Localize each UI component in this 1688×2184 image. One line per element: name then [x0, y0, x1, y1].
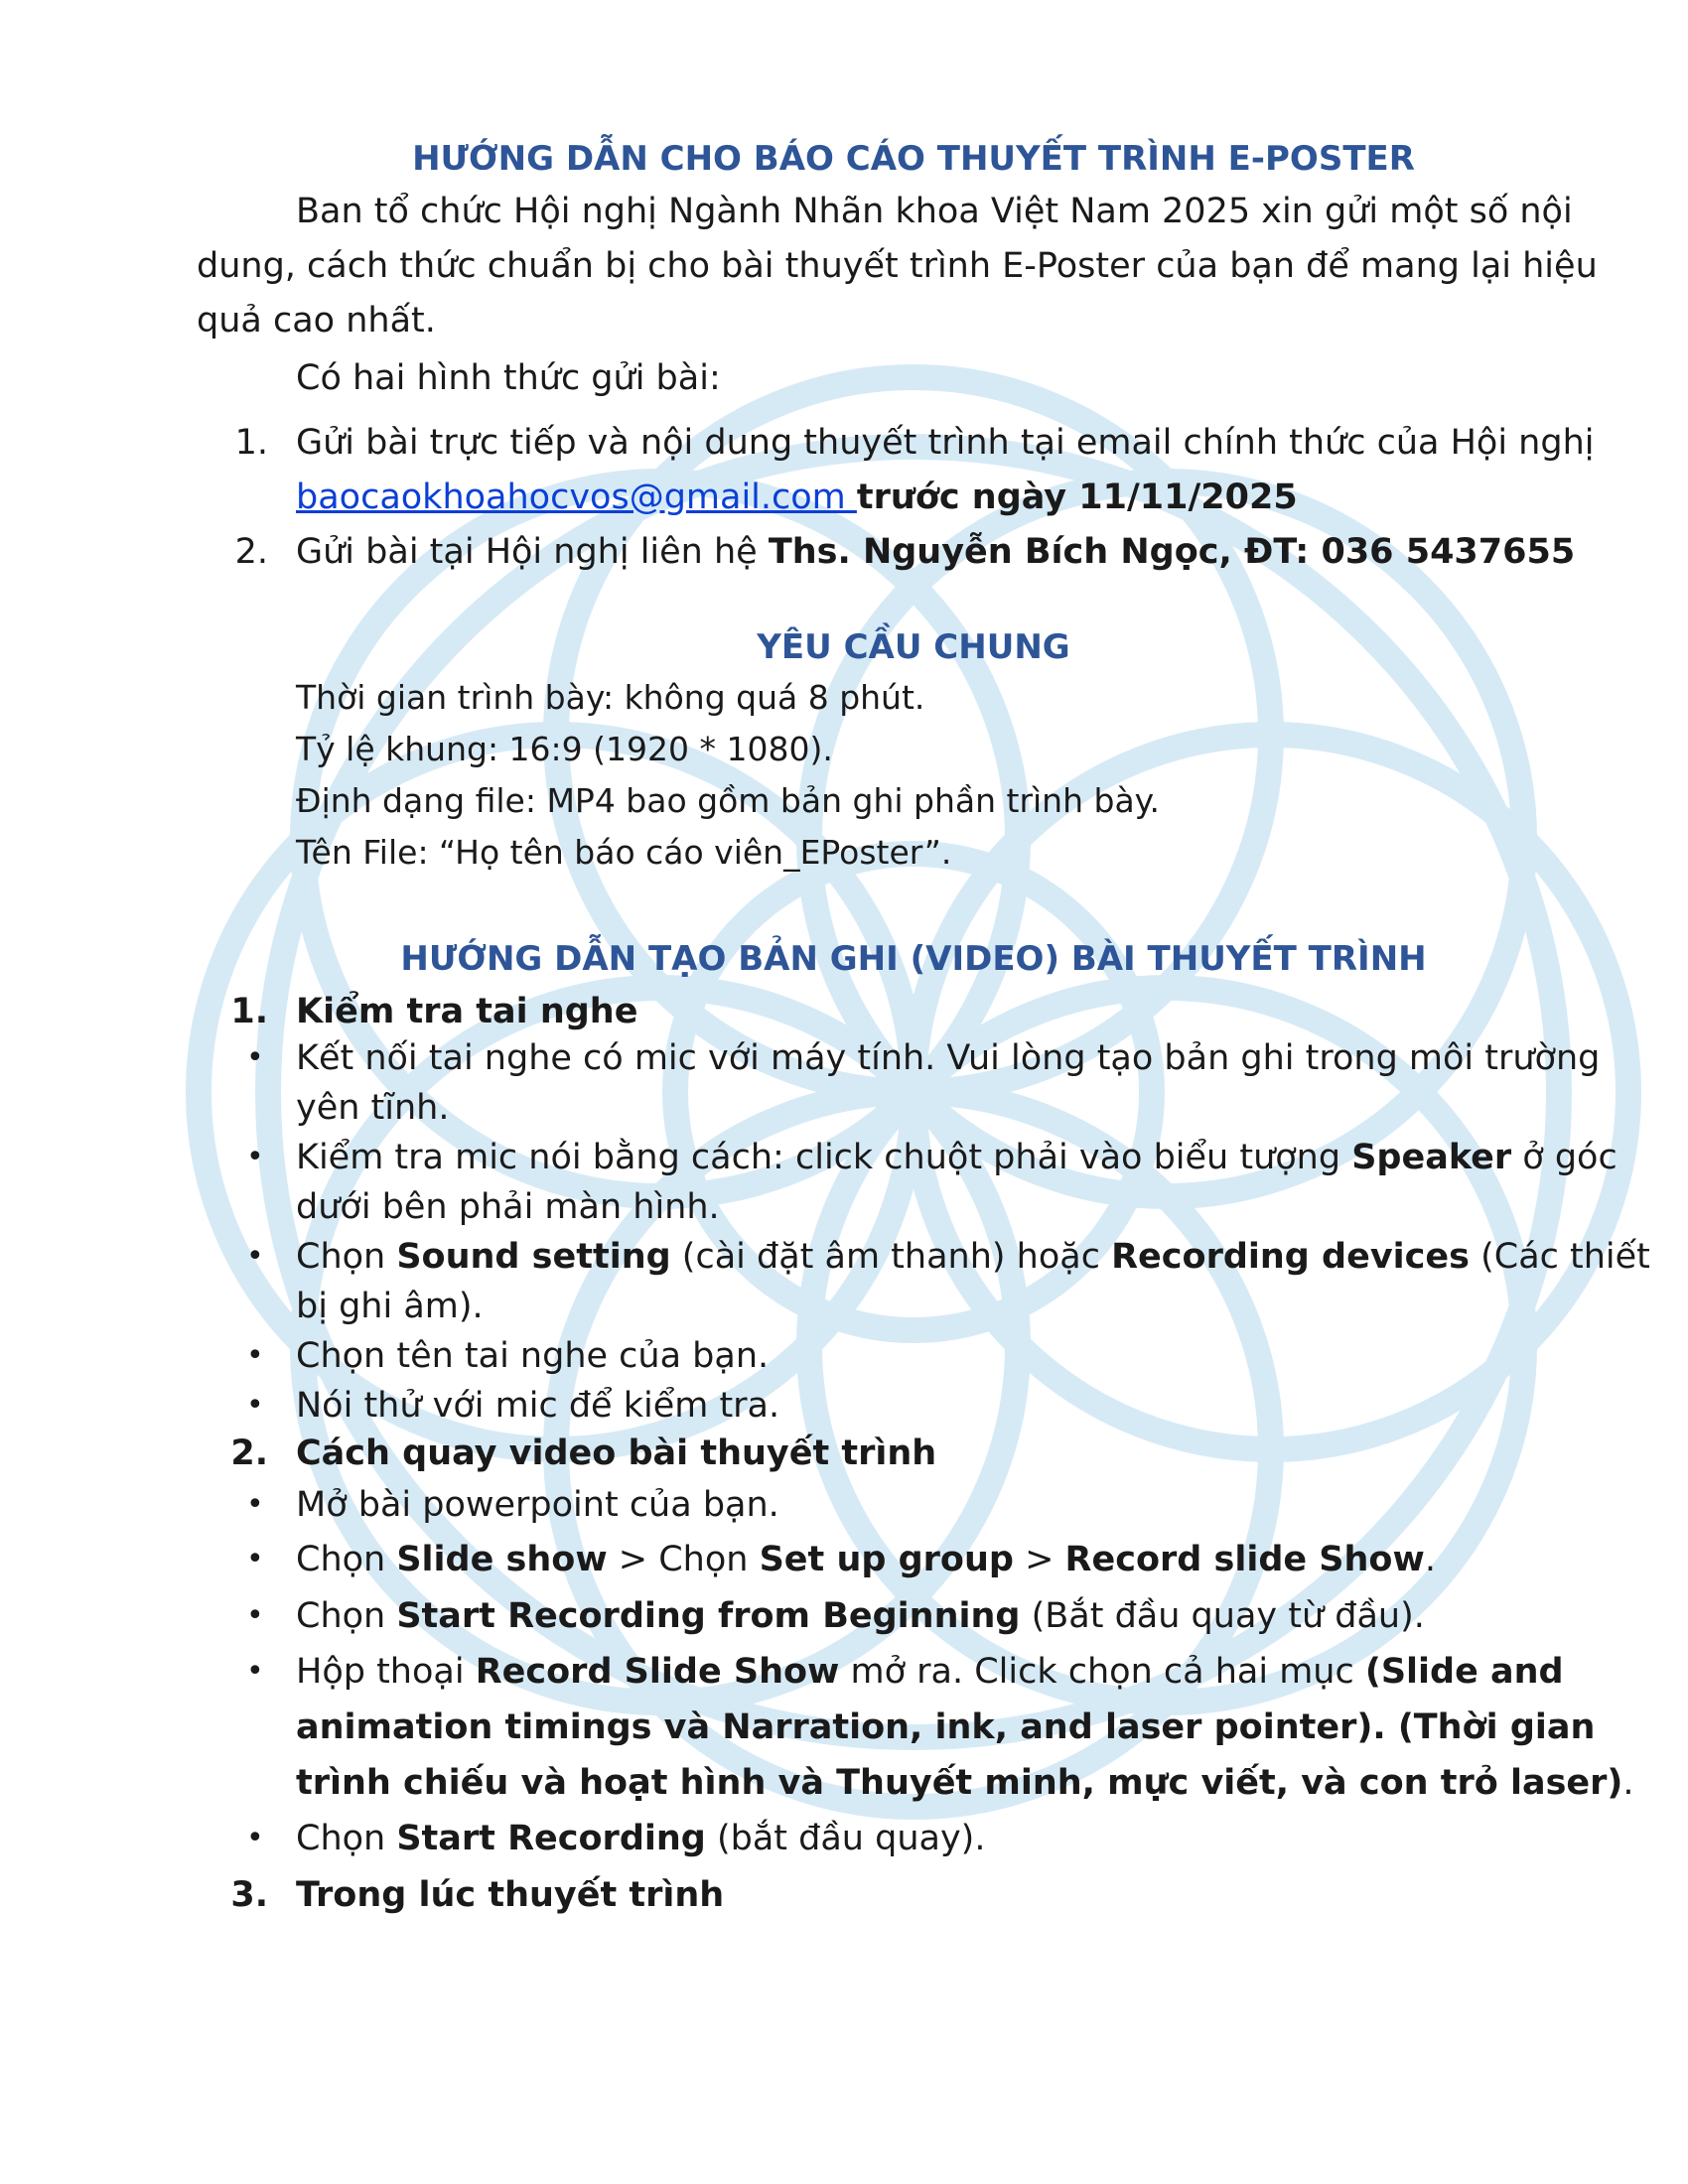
bold-term: Start Recording [396, 1819, 706, 1858]
intro-line-1: Ban tổ chức Hội nghị Ngành Nhãn khoa Việt Nam 2025 xin gửi một số nội [296, 192, 1573, 231]
list-item-text: Chọn [296, 1237, 397, 1277]
deadline-text: trước ngày 11/11/2025 [856, 478, 1298, 517]
bullet: • [246, 1388, 264, 1423]
list-item-text-cont [296, 1762, 1634, 1804]
bullet: • [246, 1239, 264, 1274]
list-item-text-cont: bị ghi âm). [296, 1287, 484, 1326]
bullet: • [246, 1542, 264, 1576]
bold-term: Start Recording from Beginning [396, 1596, 1021, 1636]
bold-term: Sound setting [396, 1237, 671, 1277]
document-title: HƯỚNG DẪN CHO BÁO CÁO THUYẾT TRÌNH E-POSTER [412, 139, 1415, 179]
list-item-text: (Các thiết [1469, 1237, 1650, 1277]
list-item-text: Kết nối tai nghe có mic với máy tính. Vui lòng tạo bản ghi trong môi trường [296, 1038, 1601, 1078]
general-line-4: Tên File: “Họ tên báo cáo viên_EPoster”. [296, 833, 952, 872]
bold-term: Slide show [396, 1540, 608, 1579]
bullet: • [246, 1821, 264, 1855]
list-item-text-cont: yên tĩnh. [296, 1088, 450, 1128]
email-link[interactable]: baocaokhoahocvos@gmail.com [296, 478, 857, 517]
general-line-3: Định dạng file: MP4 bao gồm bản ghi phần trình bày. [296, 781, 1160, 820]
list-item-text: ở góc [1511, 1138, 1618, 1177]
list-item-text: (bắt đầu quay). [705, 1819, 986, 1858]
list-item-text-cont: dưới bên phải màn hình. [296, 1187, 720, 1227]
list-item-text: Chọn [296, 1540, 397, 1579]
submission-text: Gửi bài trực tiếp và nội dung thuyết trình tại email chính thức của Hội nghị [296, 423, 1595, 463]
list-item-text: (cài đặt âm thanh) hoặc [670, 1237, 1112, 1277]
contact-text: Ths. Nguyễn Bích Ngọc, ĐT: 036 5437655 [768, 532, 1576, 572]
bullet: • [246, 1338, 264, 1373]
list-item-text: > [1013, 1540, 1065, 1579]
list-item-text: > Chọn [607, 1540, 760, 1579]
bold-term: trình chiếu và hoạt hình và Thuyết minh, mực viết, và con trỏ laser) [296, 1763, 1623, 1803]
section-number: 3. [230, 1875, 268, 1915]
list-item-text: Mở bài powerpoint của bạn. [296, 1485, 779, 1525]
intro-line-3: quả cao nhất. [197, 301, 436, 341]
bullet: • [246, 1598, 264, 1633]
list-item-text: (Bắt đầu quay từ đầu). [1020, 1596, 1425, 1636]
general-line-2: Tỷ lệ khung: 16:9 (1920 * 1080). [296, 730, 833, 768]
list-item-text: Chọn [296, 1819, 397, 1858]
list-item-text-cont: animation timings và Narration, ink, and laser pointer). (Thời gian [296, 1707, 1596, 1747]
section-title: Trong lúc thuyết trình [296, 1875, 725, 1915]
section-number: 1. [230, 992, 268, 1031]
section-title: Cách quay video bài thuyết trình [296, 1433, 937, 1473]
bullet: • [246, 1654, 264, 1689]
list-item-text: Nói thử với mic để kiểm tra. [296, 1386, 780, 1426]
bullet: • [246, 1487, 264, 1522]
list-number: 2. [234, 532, 268, 572]
list-number: 1. [234, 423, 268, 463]
bold-term: (Slide and [1364, 1652, 1564, 1692]
bullet: • [246, 1040, 264, 1075]
bold-term: Speaker [1351, 1138, 1512, 1177]
general-heading: YÊU CẦU CHUNG [757, 627, 1070, 667]
section-title: Kiểm tra tai nghe [296, 992, 638, 1031]
methods-intro: Có hai hình thức gửi bài: [296, 358, 721, 398]
list-item-text: Hộp thoại [296, 1652, 476, 1692]
list-item-text: Chọn [296, 1596, 397, 1636]
bullet: • [246, 1140, 264, 1174]
bold-term: Recording devices [1111, 1237, 1470, 1277]
list-item-text: . [1622, 1763, 1634, 1803]
submission-text: Gửi bài tại Hội nghị liên hệ [296, 532, 769, 572]
bold-term: Record Slide Show [475, 1652, 840, 1692]
intro-line-2: dung, cách thức chuẩn bị cho bài thuyết trình E-Poster của bạn để mang lại hiệu [197, 246, 1598, 286]
list-item-text: Kiểm tra mic nói bằng cách: click chuột phải vào biểu tượng [296, 1138, 1352, 1177]
submission-item-1-line-2 [296, 477, 1298, 518]
section-number: 2. [230, 1433, 268, 1473]
general-line-1: Thời gian trình bày: không quá 8 phút. [296, 678, 925, 717]
list-item-text: Chọn tên tai nghe của bạn. [296, 1336, 770, 1376]
list-item-text: mở ra. Click chọn cả hai mục [839, 1652, 1365, 1692]
bold-term: Set up group [759, 1540, 1014, 1579]
guide-heading: HƯỚNG DẪN TẠO BẢN GHI (VIDEO) BÀI THUYẾT TRÌNH [400, 939, 1427, 979]
list-item-text: . [1424, 1540, 1436, 1579]
bold-term: Record slide Show [1064, 1540, 1425, 1579]
